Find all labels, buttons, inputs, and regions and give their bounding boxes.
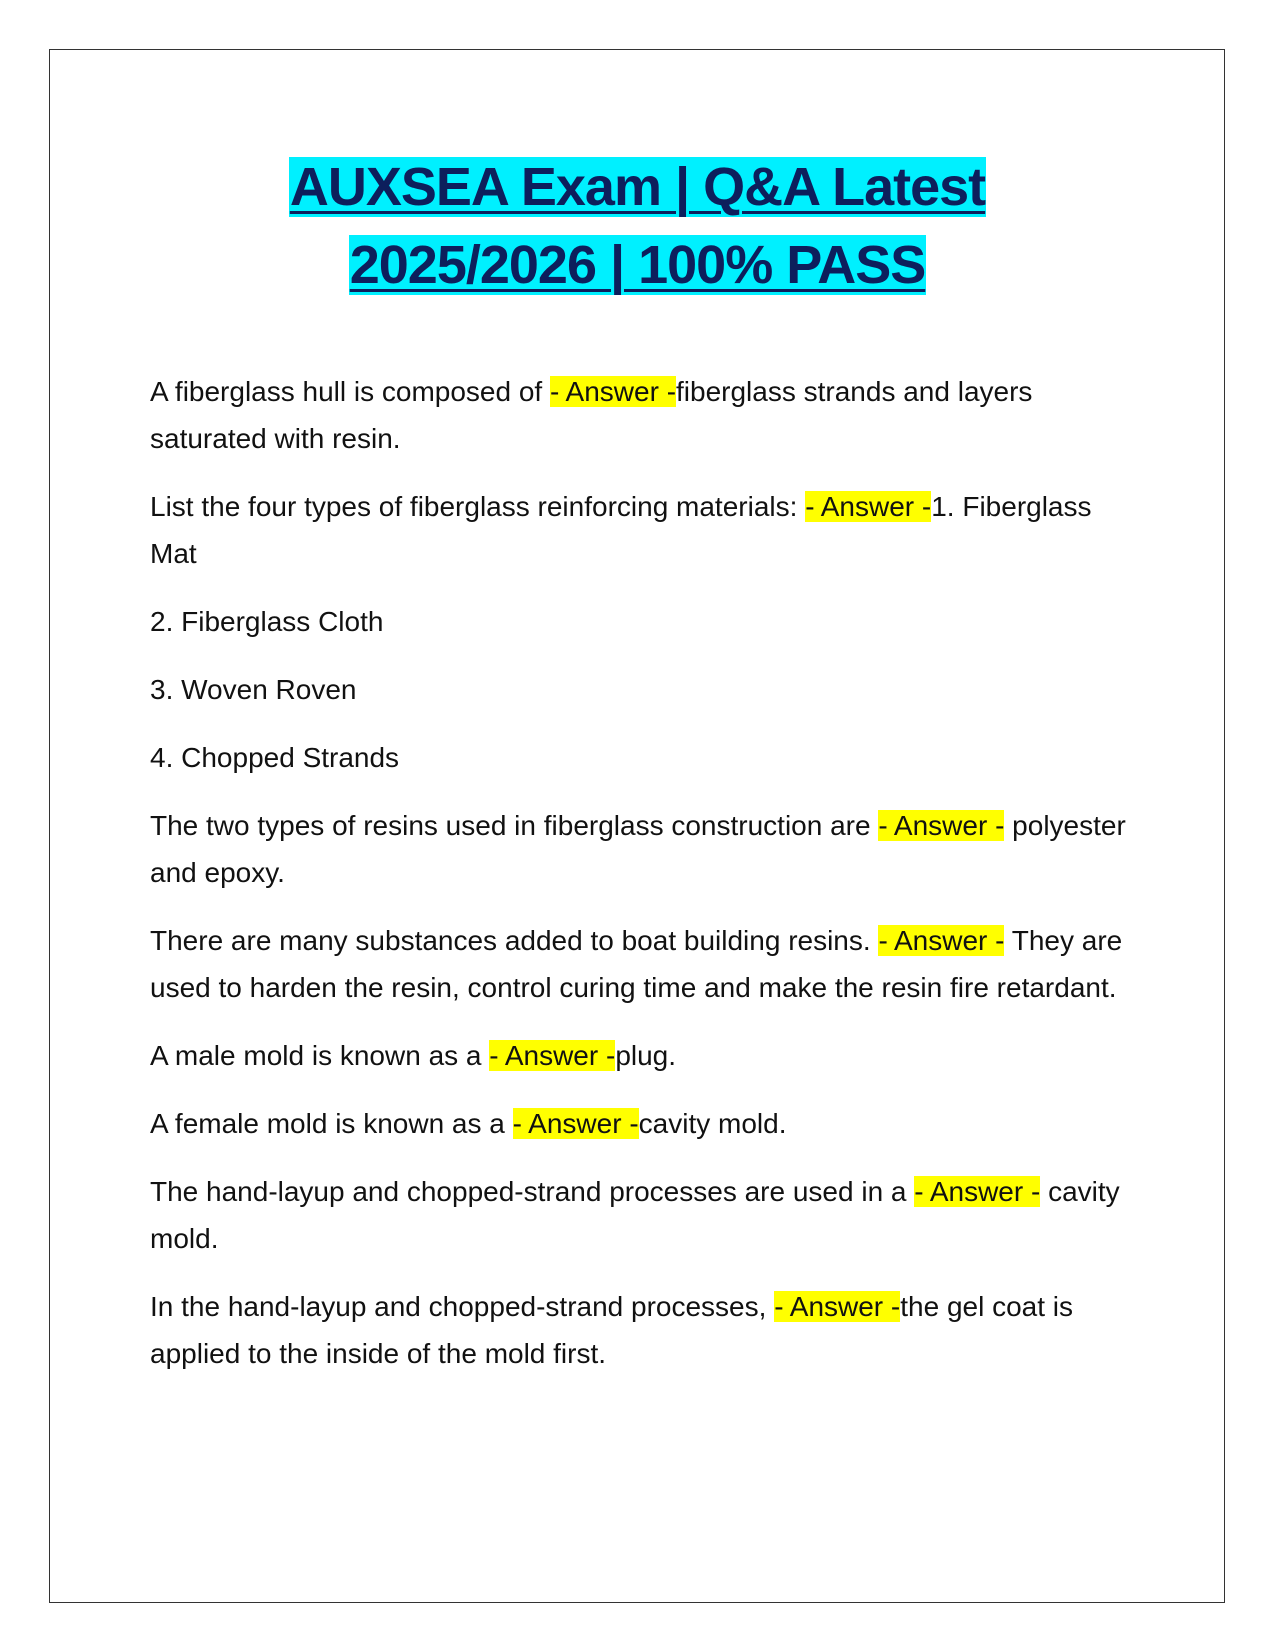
- answer-label: - Answer -: [512, 1108, 639, 1139]
- answer-label: - Answer -: [489, 1040, 616, 1071]
- answer-label: - Answer -: [549, 376, 677, 407]
- qa-item-8: [150, 1283, 1140, 1377]
- question-text: List the four types of fiberglass reinforcing materials:: [150, 491, 806, 522]
- answer-text: They are used to harden the resin, control curing time and make the resin fire retardant.: [150, 925, 1123, 1003]
- question-text: There are many substances added to boat building resins.: [150, 925, 879, 956]
- question-text: A female mold is known as a: [150, 1108, 513, 1139]
- list-item-4: 4. Chopped Strands: [150, 742, 400, 773]
- answer-label: - Answer -: [774, 1291, 901, 1322]
- qa-item-3: [150, 802, 1140, 896]
- question-text: The hand-layup and chopped-strand processes are used in a: [150, 1176, 915, 1207]
- title-line-1: AUXSEA Exam | Q&A Latest: [289, 157, 986, 217]
- qa-item-7: [150, 1168, 1140, 1262]
- answer-text: the gel coat is applied to the inside of the mold first.: [150, 1291, 1074, 1369]
- answer-text: fiberglass strands and layers saturated with resin.: [150, 376, 1033, 454]
- list-item-2: 2. Fiberglass Cloth: [150, 606, 384, 637]
- list-item-3: 3. Woven Roven: [150, 674, 357, 705]
- answer-label: - Answer -: [805, 491, 932, 522]
- qa-item-1: [150, 368, 1140, 462]
- question-text: In the hand-layup and chopped-strand processes,: [150, 1291, 775, 1322]
- qa-item-6: [150, 1100, 1140, 1147]
- answer-label: - Answer -: [878, 925, 1005, 956]
- title-line-2: 2025/2026 | 100% PASS: [349, 235, 926, 295]
- answer-label: - Answer -: [878, 810, 1005, 841]
- answer-text: cavity mold.: [150, 1176, 1120, 1254]
- qa-item-2: [150, 483, 1140, 577]
- answer-text: 1. Fiberglass Mat: [150, 491, 1092, 569]
- answer-text: plug.: [615, 1040, 677, 1071]
- answer-label: - Answer -: [914, 1176, 1041, 1207]
- document-title: [0, 148, 1275, 304]
- question-text: The two types of resins used in fiberglass construction are: [150, 810, 879, 841]
- answer-text: cavity mold.: [638, 1108, 787, 1139]
- qa-item-5: [150, 1032, 1140, 1079]
- qa-item-4: [150, 917, 1140, 1011]
- qa-list: [150, 368, 1140, 1398]
- answer-text: polyester and epoxy.: [150, 810, 1126, 888]
- question-text: A fiberglass hull is composed of: [150, 376, 550, 407]
- question-text: A male mold is known as a: [150, 1040, 490, 1071]
